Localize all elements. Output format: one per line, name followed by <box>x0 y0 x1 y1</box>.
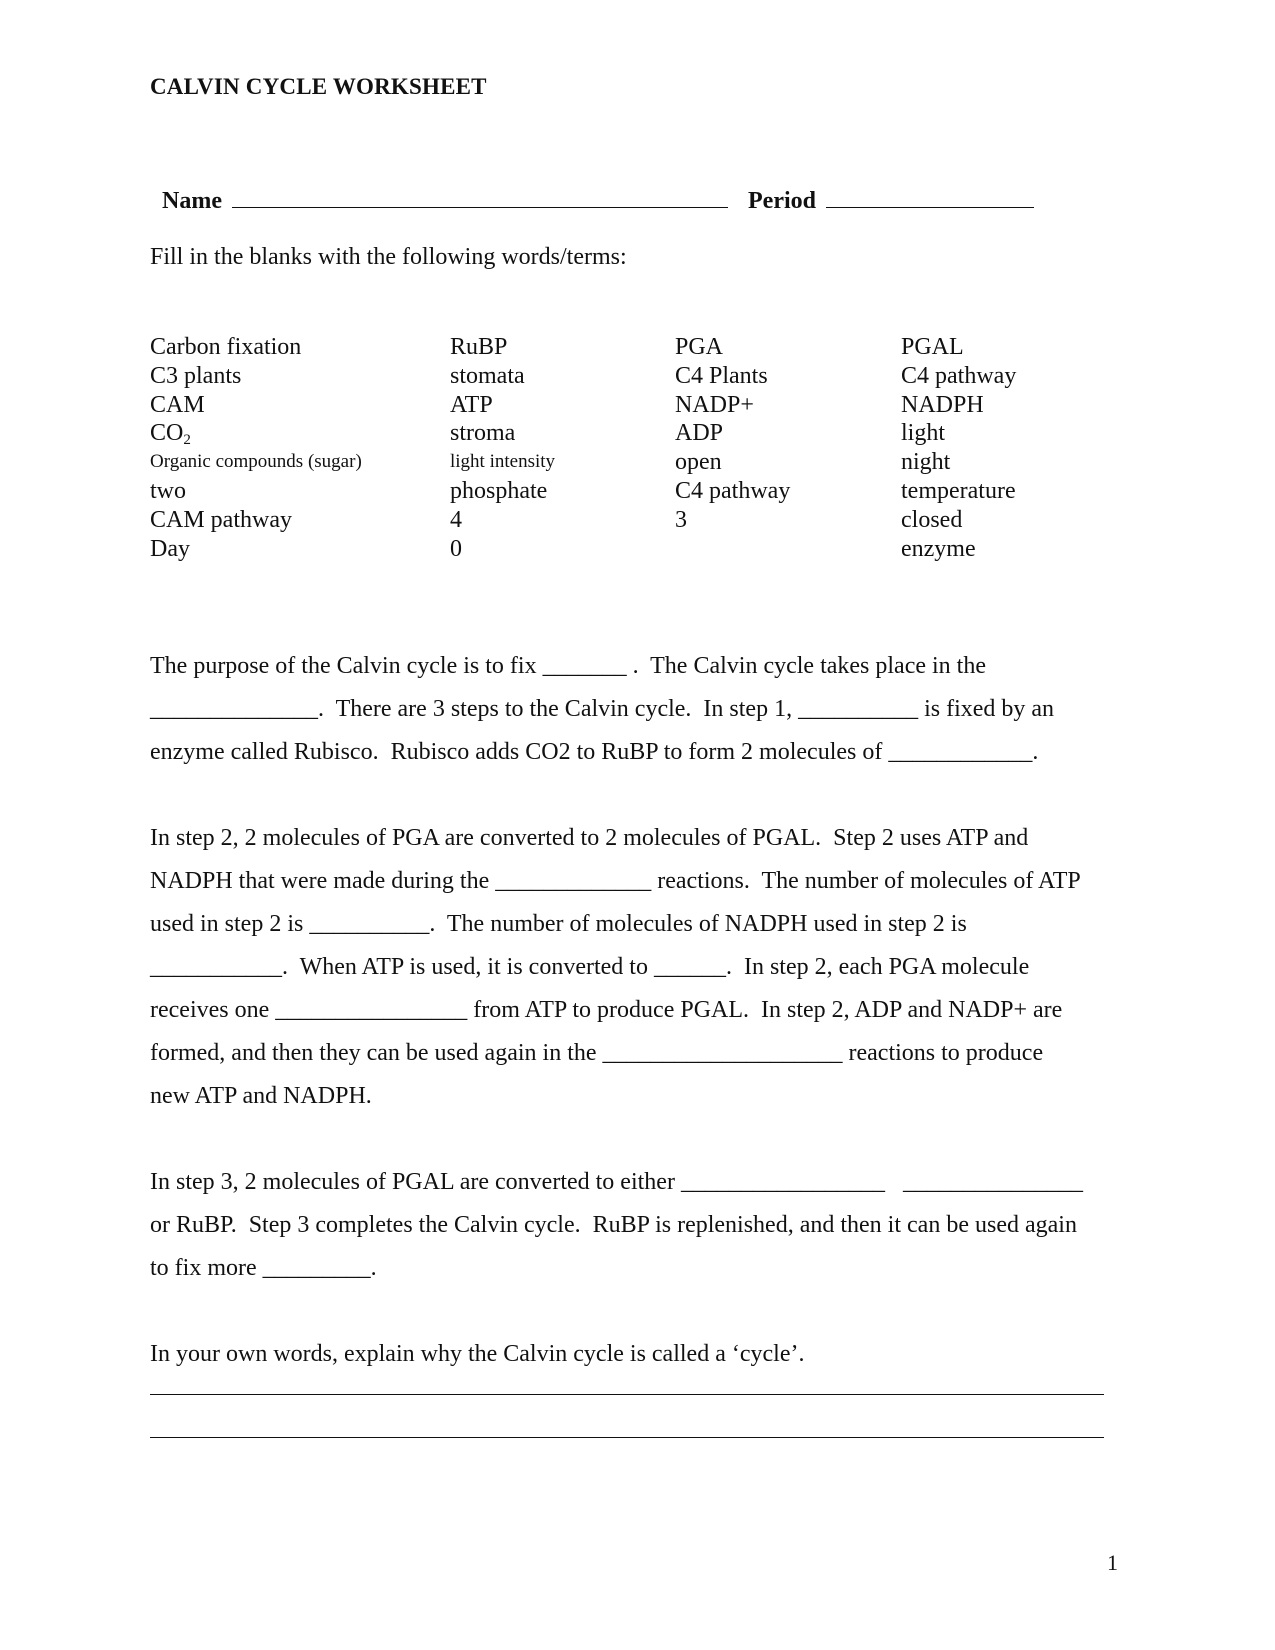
word-bank-term: Organic compounds (sugar) <box>150 451 362 473</box>
word-bank-term: ATP <box>450 391 493 418</box>
paragraph-line: or RuBP. Step 3 completes the Calvin cycle. RuBP is replenished, and then it can be used again <box>150 1212 1077 1238</box>
page-number: 1 <box>1107 1550 1118 1575</box>
paragraph-line: to fix more _________. <box>150 1255 377 1281</box>
word-bank-term: stomata <box>450 362 525 389</box>
paragraph-line: In step 3, 2 molecules of PGAL are converted to either _________________ _______________ <box>150 1169 1083 1195</box>
word-bank-term: NADPH <box>901 391 984 418</box>
paragraph-line: enzyme called Rubisco. Rubisco adds CO2 to RuBP to form 2 molecules of ____________. <box>150 739 1039 765</box>
paragraph-line: used in step 2 is __________. The number of molecules of NADPH used in step 2 is <box>150 911 967 937</box>
word-bank-term: CAM <box>150 391 205 418</box>
word-bank-term: C4 pathway <box>675 477 791 504</box>
paragraph-line: The purpose of the Calvin cycle is to fix _______ . The Calvin cycle takes place in the <box>150 653 986 679</box>
word-bank-term-co2 <box>150 419 362 448</box>
word-bank-term: C4 Plants <box>675 362 768 389</box>
word-bank-term: light intensity <box>450 451 556 473</box>
answer-line-1[interactable] <box>150 1394 1104 1395</box>
paragraph-step-1 <box>150 645 1130 774</box>
question-text: In your own words, explain why the Calvin cycle is called a ‘cycle’. <box>150 1341 805 1367</box>
word-bank-column-4 <box>901 333 1016 563</box>
word-bank-term: Day <box>150 535 190 562</box>
word-bank-term: C3 plants <box>150 362 242 389</box>
word-bank-column-1 <box>150 333 362 563</box>
word-bank-term: 0 <box>450 535 462 562</box>
word-bank-column-3 <box>675 333 790 535</box>
word-bank-term: 4 <box>450 506 462 533</box>
word-bank-term: Carbon fixation <box>150 334 302 360</box>
word-bank-column-2 <box>450 333 555 563</box>
word-bank-term: closed <box>901 506 963 533</box>
word-bank-term: 3 <box>675 506 687 533</box>
word-bank-term: C4 pathway <box>901 362 1017 389</box>
word-bank-term: two <box>150 477 186 504</box>
co2-text: CO <box>150 420 184 447</box>
instructions: Fill in the blanks with the following words/terms: <box>150 244 627 270</box>
word-bank-term: PGAL <box>901 334 964 360</box>
paragraph-line: new ATP and NADPH. <box>150 1083 372 1109</box>
word-bank-term: stroma <box>450 420 516 447</box>
paragraph-line: formed, and then they can be used again in the ____________________ reactions to produce <box>150 1040 1044 1066</box>
word-bank-term: phosphate <box>450 477 548 504</box>
paragraph-line: In step 2, 2 molecules of PGA are converted to 2 molecules of PGAL. Step 2 uses ATP and <box>150 825 1029 851</box>
word-bank-term: NADP+ <box>675 391 754 418</box>
word-bank-term: enzyme <box>901 535 976 562</box>
paragraph-step-3 <box>150 1161 1130 1290</box>
paragraph-line: ___________. When ATP is used, it is converted to ______. In step 2, each PGA molecule <box>150 954 1030 980</box>
period-field[interactable] <box>736 160 1034 215</box>
paragraph-line: ______________. There are 3 steps to the Calvin cycle. In step 1, __________ is fixed by an <box>150 696 1055 722</box>
paragraph-line: NADPH that were made during the _____________ reactions. The number of molecules of ATP <box>150 868 1081 894</box>
period-blank[interactable] <box>826 187 1034 208</box>
explain-question <box>150 1333 1130 1376</box>
paragraph-step-2 <box>150 817 1130 1118</box>
name-label: Name <box>162 188 222 214</box>
name-field[interactable] <box>150 160 728 215</box>
word-bank-term: PGA <box>675 334 724 360</box>
word-bank-term: ADP <box>675 420 724 447</box>
word-bank-term: light <box>901 420 946 447</box>
co2-subscript: 2 <box>183 432 191 449</box>
worksheet-title: CALVIN CYCLE WORKSHEET <box>150 74 487 99</box>
word-bank-term: CAM pathway <box>150 506 292 533</box>
word-bank-term: temperature <box>901 477 1016 504</box>
word-bank-term: RuBP <box>450 334 508 360</box>
answer-line-2[interactable] <box>150 1437 1104 1438</box>
paragraph-line: receives one ________________ from ATP to produce PGAL. In step 2, ADP and NADP+ are <box>150 997 1063 1023</box>
name-blank[interactable] <box>232 187 728 208</box>
word-bank-term: night <box>901 449 951 476</box>
period-label: Period <box>748 188 816 214</box>
word-bank-term: open <box>675 449 722 476</box>
